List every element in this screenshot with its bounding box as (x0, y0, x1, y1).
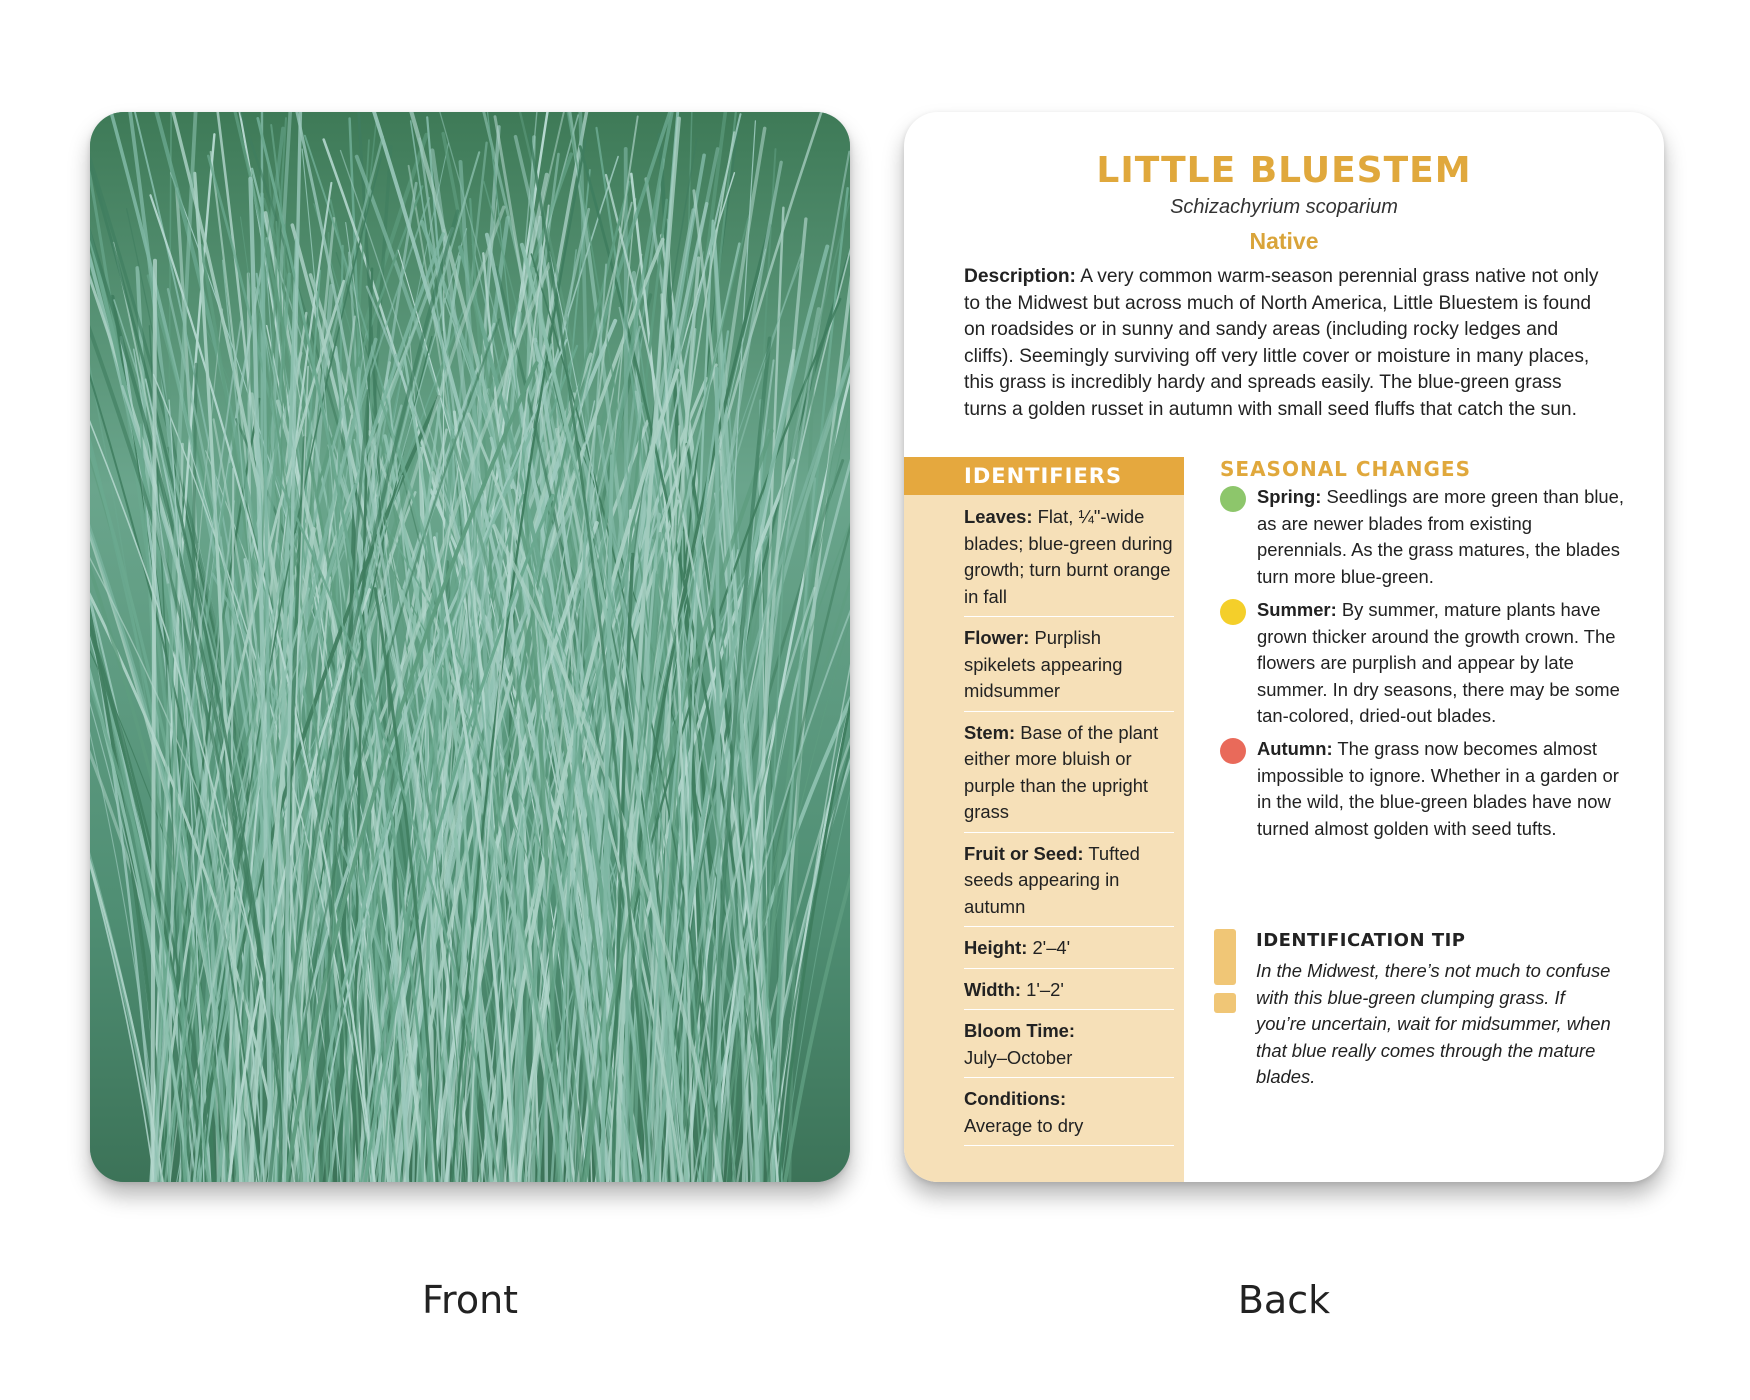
identifiers-heading: IDENTIFIERS (904, 457, 1184, 495)
identifier-value: Flat, ¼"-wide blades; blue-green during growth; turn burnt orange in fall (964, 506, 1173, 607)
identifier-value: Tufted seeds appearing in autumn (964, 842, 1140, 917)
front-card (90, 112, 850, 1182)
identifier-value: Base of the plant either more bluish or purple than the upright grass (964, 721, 1159, 822)
identifier-flower (964, 623, 1174, 712)
season-spring (1257, 484, 1627, 590)
season-label: Autumn: (1257, 738, 1333, 759)
season-label: Spring: (1257, 486, 1322, 507)
seasonal-changes-heading: SEASONAL CHANGES (1220, 457, 1471, 481)
identifier-label: Leaves: (964, 506, 1033, 527)
front-caption: Front (421, 1278, 519, 1322)
identifier-value: Purplish spikelets appearing midsummer (964, 627, 1123, 701)
season-text: By summer, mature plants have grown thicker around the growth crown. The flowers are purplish and appear by late summer. In dry seasons, there may be some tan-colored, dried-out blades. (1257, 599, 1620, 726)
identifier-value: Average to dry (964, 1114, 1084, 1136)
season-text: The grass now becomes almost impossible to ignore. Whether in a garden or in the wild, the blue-green blades have now turned almost golden with seed tufts. (1257, 738, 1619, 839)
autumn-leaf-icon (1220, 738, 1246, 764)
identifier-value: 1'–2' (1021, 978, 1064, 1000)
identifier-width (964, 975, 1174, 1011)
grass-photo (90, 112, 850, 1182)
scientific-name: Schizachyrium scoparium (1170, 196, 1398, 218)
identifier-stem (964, 718, 1174, 833)
back-caption: Back (1237, 1278, 1331, 1322)
identifier-label: Flower: (964, 627, 1030, 648)
description-text: A very common warm-season perennial grass native not only to the Midwest but across much of North America, Little Bluestem is found on roadsides or in sunny and sandy areas (including rocky ledges and cliffs). Seemingly surviving off very little cover or moisture in many places, this grass is incredibly hardy and spreads easily. The blue-green grass turns a golden russet in autumn with small seed fluffs that catch the sun. (964, 266, 1599, 420)
identifier-label: Width: (964, 978, 1022, 1000)
identification-tip-text: In the Midwest, there’s not much to confuse with this blue-green clumping grass. If you’re uncertain, wait for midsummer, when that blue really comes through the mature blades. (1256, 960, 1611, 1087)
identifier-label: Fruit or Seed: (964, 842, 1084, 864)
description-label: Description: (964, 266, 1076, 287)
identification-tip-heading: IDENTIFICATION TIP (1256, 930, 1466, 951)
identifier-conditions (964, 1084, 1174, 1146)
identifier-value: July–October (964, 1046, 1073, 1068)
identifier-value: 2'–4' (1027, 937, 1071, 958)
description (964, 264, 1604, 423)
season-autumn (1257, 736, 1627, 842)
spring-sprout-icon (1220, 486, 1246, 512)
exclamation-icon (1212, 929, 1238, 1013)
identifier-bloom-time (964, 1016, 1174, 1078)
grass-blade (152, 261, 155, 1182)
identifier-label: Stem: (964, 721, 1016, 743)
season-label: Summer: (1257, 599, 1337, 620)
identifiers-list (964, 502, 1174, 1152)
identifier-label: Conditions: (964, 1088, 1067, 1109)
summer-sun-icon (1220, 599, 1246, 625)
native-status: Native (1249, 228, 1319, 254)
back-card (904, 112, 1664, 1182)
plant-title: LITTLE BLUESTEM (1096, 150, 1472, 191)
season-summer (1257, 597, 1627, 730)
identifier-leaves (964, 502, 1174, 617)
identifier-label: Height: (964, 937, 1028, 958)
identifier-height (964, 933, 1174, 969)
identifier-fruit-or-seed (964, 839, 1174, 928)
season-text: Seedlings are more green than blue, as are newer blades from existing perennials. As the grass matures, the blades turn more blue-green. (1257, 486, 1624, 587)
identifier-label: Bloom Time: (964, 1020, 1076, 1041)
